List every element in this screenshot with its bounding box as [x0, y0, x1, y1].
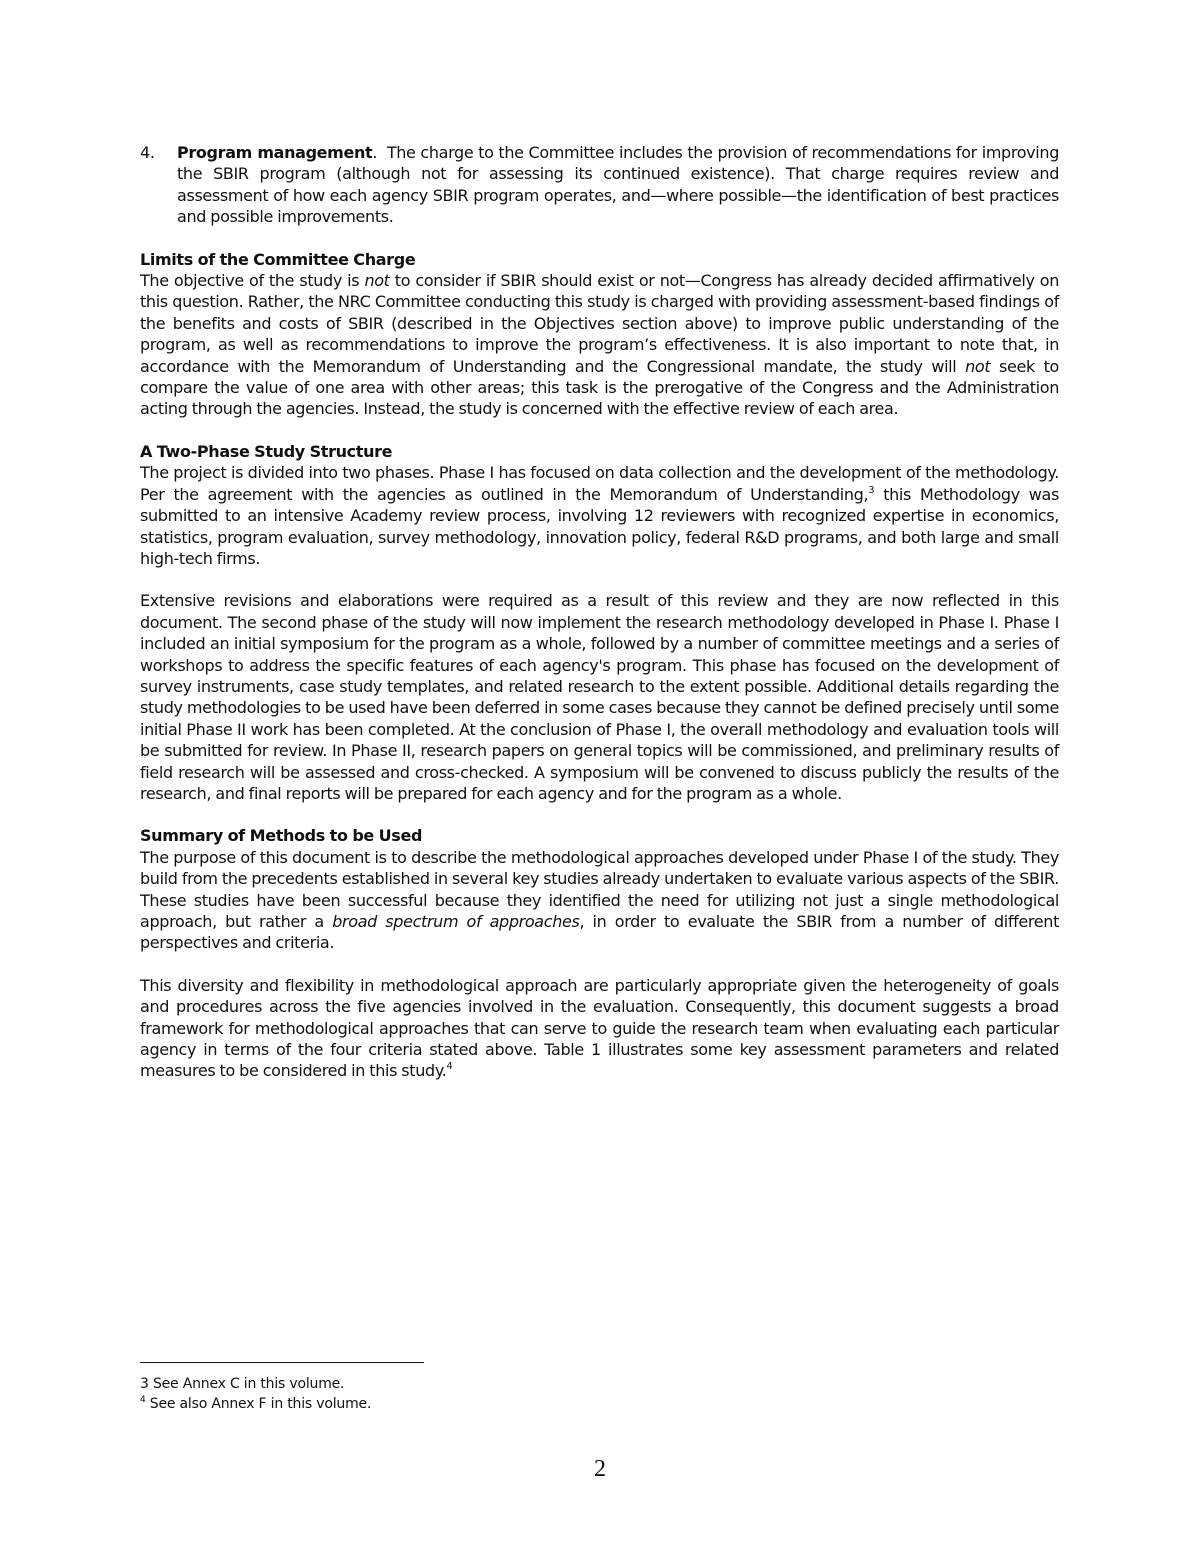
text-run: seek to compare the value of one area with other areas; this task is the prerogative of the Congress and the Administration acting through the agencies. Instead, the study is concerned with the effective review of each area. — [140, 356, 1059, 419]
text-run: The project is divided into two phases. Phase I has focused on data collection and the development of the methodology. Per the agreement with the agencies as outlined in the Memorandum of Understanding, — [140, 463, 1059, 504]
text-run: , in order to evaluate the SBIR from a number of different perspectives and criteria. — [140, 912, 1059, 953]
document-body — [140, 142, 1059, 1082]
heading-summary-of-methods: Summary of Methods to be Used — [140, 826, 423, 846]
paragraph-two-phase-1 — [140, 462, 1059, 569]
item-number: 4. — [140, 143, 155, 162]
item-text: The charge to the Committee includes the provision of recommendations for improving the SBIR program (although not for assessing its continued existence). That charge requires review and assessment of how each agency SBIR program operates, and—where possible—the identification of best practices and possible improvements. — [177, 143, 1059, 227]
text-run: to consider if SBIR should exist or not—Congress has already decided affirmatively on this question. Rather, the NRC Committee conducting this study is charged with providing assessment-based findings of the benefits and costs of SBIR (described in the Objectives section above) to improve public understanding of the program, as well as recommendations to improve the program’s effectiveness. It is also important to note that, in accordance with the Memorandum of Understanding and the Congressional mandate, the study will — [140, 271, 1059, 376]
text-run: The objective of the study is — [140, 271, 365, 291]
emphasis-broad-spectrum: broad spectrum of approaches — [332, 912, 580, 931]
footnote-4 — [140, 1394, 371, 1414]
numbered-item-program-management — [140, 142, 1059, 228]
footnote-ref-4[interactable]: 4 — [446, 1061, 453, 1073]
footnotes — [140, 1374, 371, 1414]
text-run: This diversity and flexibility in methodological approach are particularly appropriate given the heterogeneity of goals and procedures across the five agencies involved in the evaluation. Consequently, this document suggests a broad framework for methodological approaches that can serve to guide the research team when evaluating each particular agency in terms of the four criteria stated above. Table 1 illustrates some key assessment parameters and related measures to be considered in this study. — [140, 975, 1059, 1081]
footnote-ref-3[interactable]: 3 — [868, 484, 875, 496]
paragraph-summary-2 — [140, 975, 1059, 1082]
heading-two-phase-study: A Two-Phase Study Structure — [140, 441, 393, 461]
page-number: 2 — [594, 1456, 606, 1482]
item-title-end: . — [372, 143, 378, 162]
footnote-divider — [140, 1362, 424, 1363]
footnote-4-text: See also Annex F in this volume. — [145, 1396, 372, 1412]
footnote-4-mark: 4 — [140, 1395, 146, 1405]
text-run: The purpose of this document is to describe the methodological approaches developed under Phase I of the study. They build from the precedents established in several key studies already undertaken to evaluate various aspects of the SBIR. These studies have been successful because they identified the need for utilizing not just a single methodological approach, but rather a — [140, 847, 1059, 931]
item-body — [177, 142, 1059, 228]
paragraph-summary-1 — [140, 847, 1059, 954]
paragraph-two-phase-2: Extensive revisions and elaborations were required as a result of this review and they are now reflected in this document. The second phase of the study will now implement the research methodology developed in Phase I. Phase I included an initial symposium for the program as a whole, followed by a number of committee meetings and a series of workshops to address the specific features of each agency's program. This phase has focused on the development of survey instruments, case study templates, and related research to the extent possible. Additional details regarding the study methodologies to be used have been deferred in some cases because they cannot be defined precisely until some initial Phase II work has been completed. At the conclusion of Phase I, the overall methodology and evaluation tools will be submitted for review. In Phase II, research papers on general topics will be commissioned, and preliminary results of field research will be assessed and cross-checked. A symposium will be convened to discuss publicly the results of the research, and final reports will be prepared for each agency and for the program as a whole. — [140, 591, 1059, 803]
item-title: Program management — [177, 143, 373, 162]
paragraph-limits — [140, 270, 1059, 420]
text-run: this Methodology was submitted to an intensive Academy review process, involving 12 reviewers with recognized expertise in economics, statistics, program evaluation, survey methodology, innovation policy, federal R&D programs, and both large and small high-tech firms. — [140, 484, 1059, 568]
heading-limits-of-charge: Limits of the Committee Charge — [140, 249, 416, 269]
footnote-3: 3 See Annex C in this volume. — [140, 1376, 345, 1392]
emphasis-not: not — [965, 356, 991, 376]
emphasis-not: not — [364, 271, 390, 291]
